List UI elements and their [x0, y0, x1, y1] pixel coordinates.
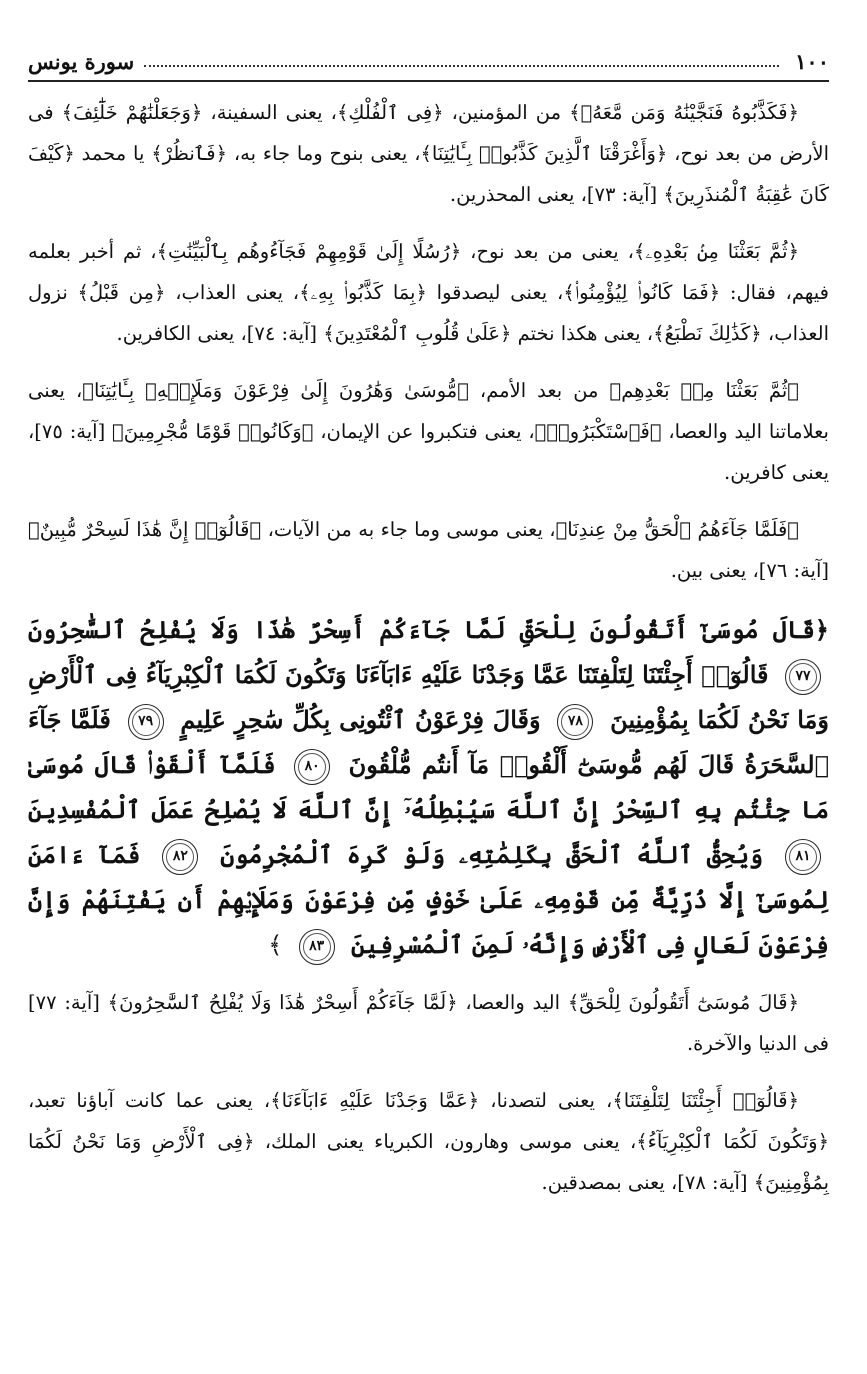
ayah-marker-79: ٧٩ — [128, 704, 164, 740]
tafsir-paragraph-73: ﴿فَكَذَّبُوهُ فَنَجَّيْنَٰهُ وَمَن مَّعَهُۥ﴾ من المؤمنين، ﴿فِى ٱلْفُلْكِ﴾، يعنى السفينة، ﴿وَجَعَلْنَٰهُمْ خَلَٰٓئِفَ﴾ فى الأرض من بعد نوح، ﴿وَأَغْرَقْنَا ٱلَّذِينَ كَذَّبُوا۟ بِـَٔايَٰتِنَا﴾، يعنى بنوح وما جاء به، ﴿فَٱنظُرْ﴾ يا محمد ﴿كَيْفَ كَانَ عَٰقِبَةُ ٱلْمُنذَرِينَ﴾ [آية: ٧٣]، يعنى المحذرين. — [28, 101, 829, 206]
tafsir-paragraph-74: ﴿ثُمَّ بَعَثْنَا مِنۢ بَعْدِهِۦ﴾، يعنى من بعد نوح، ﴿رُسُلًا إِلَىٰ قَوْمِهِمْ فَجَآءُوهُم بِٱلْبَيِّنَٰتِ﴾، ثم أخبر بعلمه فيهم، فقال: ﴿فَمَا كَانُوا۟ لِيُؤْمِنُوا۟﴾، يعنى ليصدقوا ﴿بِمَا كَذَّبُوا۟ بِهِۦ﴾، يعنى العذاب، ﴿مِن قَبْلُ﴾ نزول العذاب، ﴿كَذَٰلِكَ نَطْبَعُ﴾، يعنى هكذا نختم ﴿عَلَىٰ قُلُوبِ ٱلْمُعْتَدِينَ﴾ [آية: ٧٤]، يعنى الكافرين. — [28, 240, 829, 345]
verse-80-text: فَلَمَّا جَآءَ ٱلسَّحَرَةُ قَالَ لَهُم مُّوسَىٰٓ أَلْقُوا۟ مَآ أَنتُم مُّلْقُونَ — [28, 705, 830, 779]
tafsir-paragraph-76: ﴿فَلَمَّا جَآءَهُمُ ٱلْحَقُّ مِنْ عِندِنَا﴾، يعنى موسى وما جاء به من الآيات، ﴿قَالُوٓا۟ إِنَّ هَٰذَا لَسِحْرٌ مُّبِينٌ﴾ [آية: ٧٦]، يعنى بين. — [28, 518, 829, 582]
tafsir-commentary-78: ﴿قَالُوٓا۟ أَجِئْتَنَا لِتَلْفِتَنَا﴾، يعنى لتصدنا، ﴿عَمَّا وَجَدْنَا عَلَيْهِ ءَابَآءَنَا﴾، يعنى عما كانت آباؤنا تعبد، ﴿وَتَكُونَ لَكُمَا ٱلْكِبْرِيَآءُ﴾، يعنى موسى وهارون، الكبرياء يعنى الملك، ﴿فِى ٱلْأَرْضِ وَمَا نَحْنُ لَكُمَا بِمُؤْمِنِينَ﴾ [آية: ٧٨]، يعنى بمصدقين. — [28, 1089, 829, 1194]
surah-name: سورة يونس — [28, 49, 135, 74]
page-body — [28, 92, 829, 1219]
ayah-marker-77: ٧٧ — [785, 659, 821, 695]
ayah-marker-81: ٨١ — [785, 839, 821, 875]
verse-82-text: وَيُحِقُّ ٱللَّهُ ٱلْحَقَّ بِكَلِمَٰتِهِۦ وَلَوْ كَرِهَ ٱلْمُجْرِمُونَ — [220, 840, 764, 869]
quran-verses-block — [28, 607, 829, 968]
header-dotted-rule — [144, 65, 779, 67]
ayah-marker-83: ٨٣ — [299, 929, 335, 965]
verse-81-text: فَلَمَّآ أَلْقَوْا۟ قَالَ مُوسَىٰ مَا جِئْتُم بِهِ ٱلسِّحْرُ إِنَّ ٱللَّهَ سَيُبْطِلُهُۥٓ إِنَّ ٱللَّهَ لَا يُصْلِحُ عَمَلَ ٱلْمُفْسِدِينَ — [28, 750, 829, 824]
verse-78-text: قَالُوٓا۟ أَجِئْتَنَا لِتَلْفِتَنَا عَمَّا وَجَدْنَا عَلَيْهِ ءَابَآءَنَا وَتَكُونَ لَكُمَا ٱلْكِبْرِيَآءُ فِى ٱلْأَرْضِ وَمَا نَحْنُ لَكُمَا بِمُؤْمِنِينَ — [28, 660, 830, 734]
page-number: ١٠٠ — [795, 49, 829, 74]
tafsir-paragraph-75: ﴿ثُمَّ بَعَثْنَا مِنۢ بَعْدِهِم﴾ من بعد الأمم، ﴿مُّوسَىٰ وَهَٰرُونَ إِلَىٰ فِرْعَوْنَ وَمَلَإِي۟هِۦ بِـَٔايَٰتِنَا﴾، يعنى بعلاماتنا اليد والعصا، ﴿فَٱسْتَكْبَرُوا۟﴾، يعنى فتكبروا عن الإيمان، ﴿وَكَانُوا۟ قَوْمًا مُّجْرِمِينَ﴾ [آية: ٧٥]، يعنى كافرين. — [28, 379, 829, 484]
tafsir-commentary-77: ﴿قَالَ مُوسَىٰٓ أَتَقُولُونَ لِلْحَقِّ﴾ اليد والعصا، ﴿لَمَّا جَآءَكُمْ أَسِحْرٌ هَٰذَا وَلَا يُفْلِحُ ٱلسَّٰحِرُونَ﴾ [آية: ٧٧] فى الدنيا والآخرة. — [28, 991, 829, 1055]
verse-83-text: فَمَآ ءَامَنَ لِمُوسَىٰٓ إِلَّا ذُرِّيَّةٌ مِّن قَوْمِهِۦ عَلَىٰ خَوْفٍ مِّن فِرْعَوْنَ وَمَلَإِي۟هِمْ أَن يَفْتِنَهُمْ وَإِنَّ فِرْعَوْنَ لَعَالٍ فِى ٱلْأَرْضِ وَإِنَّهُۥ لَمِنَ ٱلْمُسْرِفِينَ — [28, 840, 829, 959]
closing-bracket: ﴾ — [268, 931, 283, 959]
verse-79-text: وَقَالَ فِرْعَوْنُ ٱئْتُونِى بِكُلِّ سَٰحِرٍ عَلِيمٍ — [180, 705, 541, 734]
ayah-marker-82: ٨٢ — [162, 839, 198, 875]
ayah-marker-78: ٧٨ — [557, 704, 593, 740]
ayah-marker-80: ٨٠ — [294, 749, 330, 785]
verse-77-text: ﴿قَالَ مُوسَىٰٓ أَتَقُولُونَ لِلْحَقِّ لَمَّا جَآءَكُمْ أَسِحْرٌ هَٰذَا وَلَا يُفْلِحُ ٱلسَّٰحِرُونَ — [28, 615, 829, 644]
page-header — [28, 40, 829, 82]
